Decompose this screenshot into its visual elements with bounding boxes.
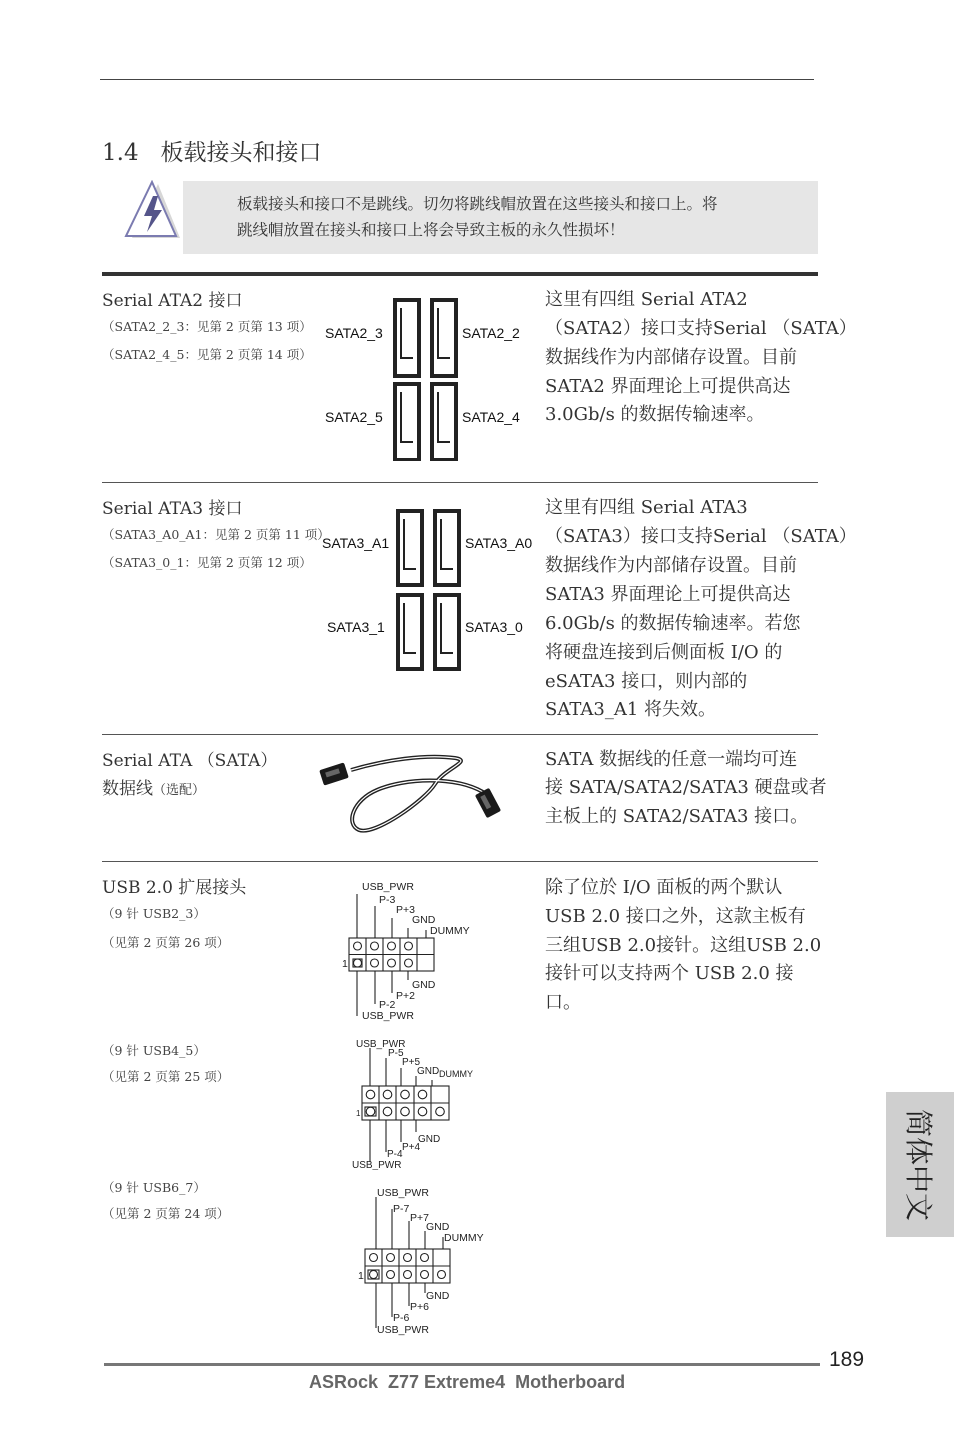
usb2-3-header-diagram bbox=[340, 878, 490, 1024]
usb45-pin1: 1 bbox=[356, 1109, 361, 1118]
sata2-5-label: SATA2_5 bbox=[325, 409, 383, 425]
sata2-desc-1: 这里有四组 Serial ATA2 bbox=[545, 289, 748, 310]
usb45-top-0: USB_PWR bbox=[356, 1039, 406, 1050]
cable-title-line-1: Serial ATA （SATA） bbox=[102, 751, 278, 771]
usb-desc-2: USB 2.0 接口之外，这款主板有 bbox=[545, 906, 806, 927]
sata3-note-2: （SATA3_0_1：见第 2 页第 12 项） bbox=[102, 555, 312, 570]
sata2-title: Serial ATA2 接口 bbox=[102, 291, 243, 311]
sata2-4-label: SATA2_4 bbox=[462, 409, 520, 425]
usb6-7-header-diagram bbox=[356, 1183, 491, 1339]
footer-text: ASRock Z77 Extreme4 Motherboard bbox=[309, 1372, 626, 1392]
page-number: 189 bbox=[829, 1348, 865, 1371]
cable-title-line-2 bbox=[102, 774, 205, 799]
sata3-0-label: SATA3_0 bbox=[465, 619, 523, 635]
usb67-top-1: P-7 bbox=[393, 1203, 410, 1215]
sata3-desc-7: eSATA3 接口，则内部的 bbox=[545, 671, 748, 692]
usb4-5-header-diagram bbox=[352, 1038, 487, 1170]
usb-desc-1: 除了位於 I/O 面板的两个默认 bbox=[545, 877, 783, 898]
sata3-a1-label: SATA3_A1 bbox=[322, 535, 390, 551]
divider-thick bbox=[102, 272, 818, 276]
usb-desc-4: 接针可以支持两个 USB 2.0 接 bbox=[545, 963, 794, 984]
usb45-top-4: DUMMY bbox=[439, 1069, 473, 1079]
sata-cable-illustration bbox=[315, 748, 510, 840]
usb23-top-0: USB_PWR bbox=[362, 881, 414, 893]
sata2-desc-2: （SATA2）接口支持Serial （SATA） bbox=[545, 318, 857, 339]
sata3-title: Serial ATA3 接口 bbox=[102, 499, 243, 519]
sata2-2-label: SATA2_2 bbox=[462, 325, 520, 341]
footer-rule bbox=[104, 1363, 820, 1366]
usb67-ref: （见第 2 页第 24 项） bbox=[102, 1206, 230, 1221]
usb45-ref: （见第 2 页第 25 项） bbox=[102, 1069, 230, 1084]
usb67-bot-1: P+6 bbox=[410, 1301, 429, 1313]
usb23-top-2: P+3 bbox=[396, 904, 415, 916]
usb67-top-2: P+7 bbox=[410, 1212, 429, 1224]
divider-1 bbox=[102, 482, 818, 483]
cable-title-text: 数据线 bbox=[102, 779, 153, 799]
usb67-top-0: USB_PWR bbox=[377, 1187, 429, 1199]
usb-title: USB 2.0 扩展接头 bbox=[102, 878, 247, 898]
usb23-sub: （9 针 USB2_3） bbox=[102, 906, 206, 921]
language-tab-label: 简体中文 bbox=[902, 1108, 936, 1221]
divider-3 bbox=[102, 861, 818, 862]
usb45-top-1: P-5 bbox=[388, 1048, 404, 1059]
usb23-bot-1: P+2 bbox=[396, 990, 415, 1002]
sata3-desc-2: （SATA3）接口支持Serial （SATA） bbox=[545, 526, 857, 547]
cable-optional: （选配） bbox=[153, 783, 206, 798]
sata2-desc-4: SATA2 界面理论上可提供高达 bbox=[545, 376, 791, 397]
section-heading bbox=[102, 134, 322, 167]
warning-line-1: 板载接头和接口不是跳线。切勿将跳线帽放置在这些接头和接口上。将 bbox=[237, 195, 718, 213]
usb23-top-3: GND bbox=[412, 914, 436, 926]
usb67-top-3: GND bbox=[426, 1221, 450, 1233]
divider-2 bbox=[102, 734, 818, 735]
sata3-desc-1: 这里有四组 Serial ATA3 bbox=[545, 497, 748, 518]
usb45-bot-0: GND bbox=[418, 1134, 441, 1145]
usb23-ref: （见第 2 页第 26 项） bbox=[102, 935, 230, 950]
sata2-connectors-diagram bbox=[393, 298, 459, 461]
sata3-a0-label: SATA3_A0 bbox=[465, 535, 533, 551]
cable-desc-1: SATA 数据线的任意一端均可连 bbox=[545, 749, 798, 770]
usb67-top-4: DUMMY bbox=[444, 1232, 484, 1244]
section-title: 板载接头和接口 bbox=[160, 140, 322, 166]
usb-desc-3: 三组USB 2.0接针。这组USB 2.0 bbox=[545, 935, 822, 956]
usb45-bot-2: P-4 bbox=[387, 1149, 403, 1160]
cable-desc-3: 主板上的 SATA2/SATA3 接口。 bbox=[545, 806, 809, 827]
usb67-bot-0: GND bbox=[426, 1290, 450, 1302]
usb45-bot-1: P+4 bbox=[402, 1142, 421, 1153]
usb45-top-2: P+5 bbox=[402, 1057, 421, 1068]
cable-desc-2: 接 SATA/SATA2/SATA3 硬盘或者 bbox=[545, 777, 827, 798]
usb23-top-4: DUMMY bbox=[430, 925, 470, 937]
usb45-sub: （9 针 USB4_5） bbox=[102, 1043, 206, 1058]
usb45-top-3: GND bbox=[417, 1066, 440, 1077]
sata2-note-1: （SATA2_2_3：见第 2 页第 13 项） bbox=[102, 319, 312, 334]
usb-desc-5: 口。 bbox=[545, 992, 581, 1013]
sata2-note-2: （SATA2_4_5：见第 2 页第 14 项） bbox=[102, 347, 312, 362]
usb23-bot-3: USB_PWR bbox=[362, 1010, 414, 1022]
usb67-pin1: 1 bbox=[358, 1270, 364, 1282]
sata3-desc-3: 数据线作为内部储存设置。目前 bbox=[545, 555, 797, 576]
sata2-desc-3: 数据线作为内部储存设置。目前 bbox=[545, 347, 797, 368]
warning-line-2: 跳线帽放置在接头和接口上将会导致主板的永久性损坏！ bbox=[237, 221, 625, 239]
sata3-desc-8: SATA3_A1 将失效。 bbox=[545, 699, 716, 720]
sata3-desc-4: SATA3 界面理论上可提供高达 bbox=[545, 584, 791, 605]
usb67-bot-3: USB_PWR bbox=[377, 1324, 429, 1336]
sata3-desc-6: 将硬盘连接到后侧面板 I/O 的 bbox=[545, 642, 783, 663]
usb45-bot-3: USB_PWR bbox=[352, 1160, 402, 1170]
sata2-3-label: SATA2_3 bbox=[325, 325, 383, 341]
usb23-pin1: 1 bbox=[342, 958, 348, 970]
top-rule bbox=[100, 79, 814, 80]
sata2-desc-5: 3.0Gb/s 的数据传输速率。 bbox=[545, 404, 765, 425]
usb67-bot-2: P-6 bbox=[393, 1312, 410, 1324]
sata3-note-1: （SATA3_A0_A1：见第 2 页第 11 项） bbox=[102, 527, 330, 542]
section-number: 1.4 bbox=[102, 140, 139, 166]
usb67-sub: （9 针 USB6_7） bbox=[102, 1180, 206, 1195]
sata3-1-label: SATA3_1 bbox=[327, 619, 385, 635]
language-tab bbox=[886, 1092, 954, 1237]
usb23-top-1: P-3 bbox=[379, 894, 396, 906]
sata3-desc-5: 6.0Gb/s 的数据传输速率。若您 bbox=[545, 613, 801, 634]
usb23-bot-2: P-2 bbox=[379, 999, 396, 1011]
warning-icon bbox=[122, 180, 186, 242]
sata3-connectors-diagram bbox=[396, 509, 462, 672]
usb23-bot-0: GND bbox=[412, 979, 436, 991]
